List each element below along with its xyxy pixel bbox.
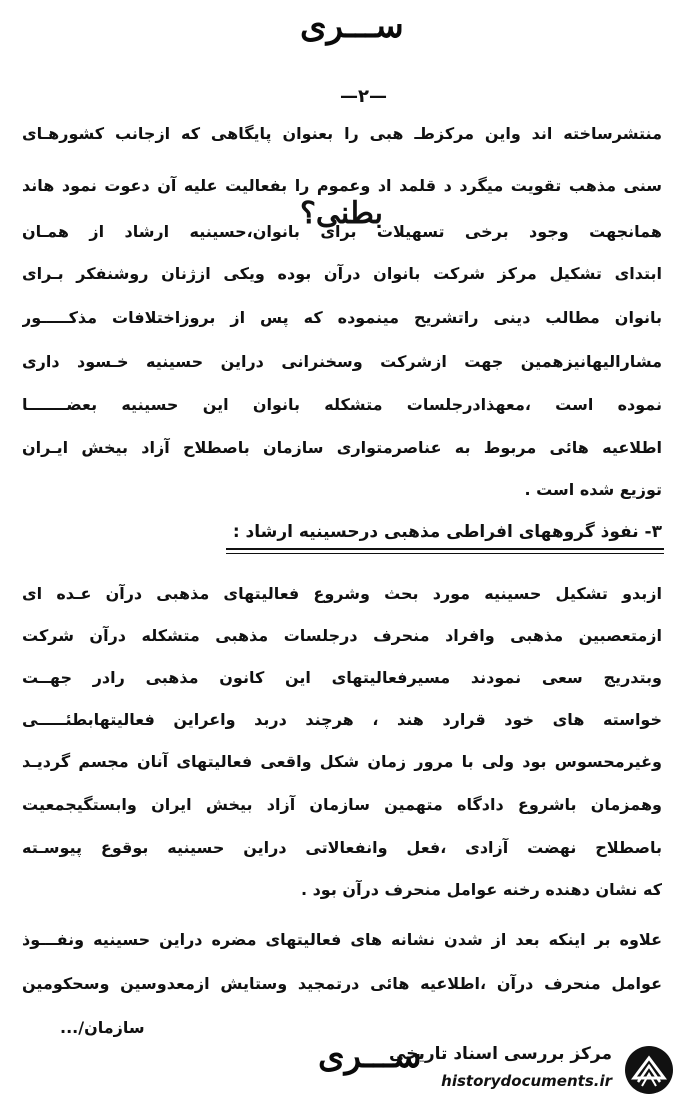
paragraph-line: مشارالیهانیزهمین جهت ازشرکت وسخنرانی دراین حسینیه خـسود داری bbox=[22, 352, 662, 371]
watermark-url: historydocuments.ir bbox=[441, 1072, 612, 1090]
heading-underline bbox=[226, 553, 664, 554]
paragraph-line: نموده است ،معهذادرجلسات متشکله بانوان این حسینیه بعضـــــــا bbox=[22, 395, 662, 414]
paragraph-line: که نشان دهنده رخنه عوامل منحرف درآن بود . bbox=[300, 880, 662, 899]
watermark-title: مرکز بررسی اسناد تاریخی bbox=[389, 1044, 612, 1064]
continuation-marker: سازمان/... bbox=[60, 1018, 145, 1037]
book-logo-icon bbox=[620, 1044, 678, 1096]
page-number: —۲— bbox=[340, 86, 387, 107]
paragraph-line: بانوان مطالب دینی راتشریح مینموده که پس از بروزاختلافات مذکـــــور bbox=[22, 308, 662, 327]
paragraph-line: وهمزمان باشروع دادگاه متهمین سازمان آزاد بیخش ایران وابستگیجمعیت bbox=[22, 795, 662, 814]
paragraph-line: همانجهت وجود برخی تسهیلات برای بانوان،حسینیه ارشاد از همـان bbox=[22, 222, 662, 241]
paragraph-line: وبتدریج سعی نمودند مسیرفعالیتهای این کانون مذهبی رادر جهــت bbox=[22, 668, 662, 687]
paragraph-line: ابتدای تشکیل مرکز شرکت بانوان درآن بوده ویکی ازژنان روشنفکر بـرای bbox=[22, 264, 662, 283]
paragraph-line: علاوه بر اینکه بعد از شدن نشانه های فعالیتهای مضره دراین حسینیه ونفـــوذ bbox=[22, 930, 662, 949]
paragraph-line: وغیرمحسوس بود ولی با مرور زمان شکل واقعی فعالیتهای آنان مجسم گردیـد bbox=[22, 752, 662, 771]
classification-stamp-top: ســـری bbox=[300, 6, 404, 46]
paragraph-line: خواسته های خود قرارد هند ، هرچند دربد واعراین فعالیتهابطئـــــی bbox=[22, 710, 662, 729]
paragraph-line: توزیع شده است . bbox=[524, 480, 662, 499]
paragraph-line: اطلاعیه هائی مربوط به عناصرمتواری سازمان باصطلاح آزاد بیخش ایـران bbox=[22, 438, 662, 457]
paragraph-line: باصطلاح نهضت آزادی ،فعل وانفعالاتی دراین حسینیه بوقوع پیوسـته bbox=[22, 838, 662, 857]
paragraph-line: منتشرساخته اند واین مرکزطـ هبی را بعنوان پایگاهی که ازجانب کشورهـای bbox=[22, 124, 662, 143]
archive-watermark bbox=[374, 1044, 684, 1096]
paragraph-line: عوامل منحرف درآن ،اطلاعیه هائی درتمجید وستایش ازمعدوسین وسحکومین bbox=[22, 974, 662, 993]
handwritten-annotation: بطنی؟ bbox=[300, 196, 383, 231]
classification-stamp-bottom: ســـری bbox=[318, 1036, 422, 1076]
paragraph-line: ازمتعصبین مذهبی وافراد منحرف درجلسات مذهبی متشکله درآن شرکت bbox=[22, 626, 662, 645]
section-heading: ۳- نفوذ گروههای افراطی مذهبی درحسینیه ارشاد : bbox=[232, 522, 662, 542]
paragraph-line: سنی مذهب تقویت میگرد د قلمد اد وعموم را بفعالیت علیه آن دعوت نمود هاند bbox=[22, 176, 662, 195]
heading-underline bbox=[226, 548, 664, 550]
paragraph-line: ازبدو تشکیل حسینیه مورد بحث وشروع فعالیتهای مذهبی درآن عـده ای bbox=[22, 584, 662, 603]
